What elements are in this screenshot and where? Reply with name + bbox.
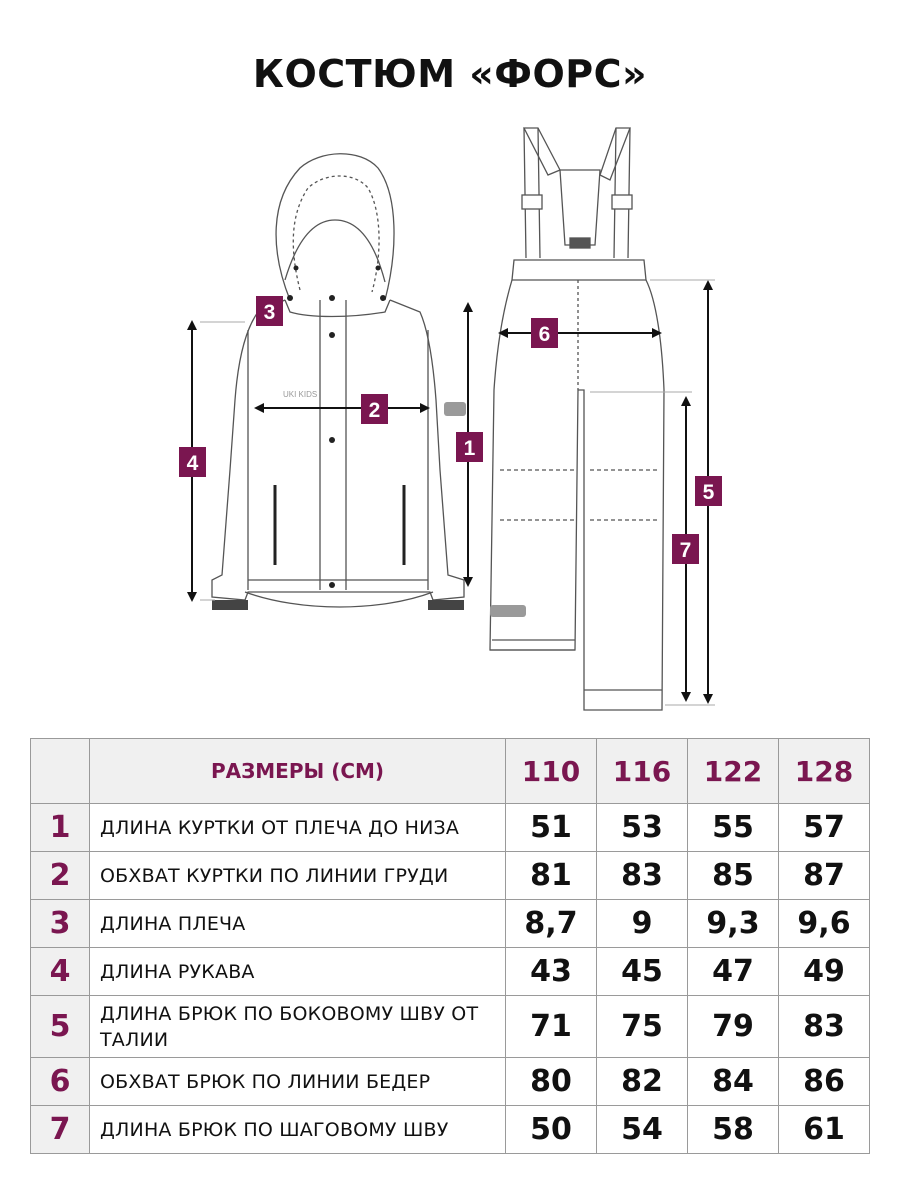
table-row (31, 996, 870, 1058)
svg-text:3: 3 (263, 301, 276, 324)
row-number: 1 (31, 804, 90, 852)
row-value: 49 (779, 948, 870, 996)
row-value: 55 (688, 804, 779, 852)
jacket-hood (276, 154, 394, 300)
row-value: 81 (506, 852, 597, 900)
row-value: 84 (688, 1058, 779, 1106)
row-number: 4 (31, 948, 90, 996)
svg-text:5: 5 (702, 481, 715, 504)
row-number: 6 (31, 1058, 90, 1106)
row-value: 9,6 (779, 900, 870, 948)
jacket-pockets (275, 485, 404, 565)
marker-3 (256, 296, 283, 326)
pants-drawing (490, 128, 664, 710)
row-number: 3 (31, 900, 90, 948)
row-number: 2 (31, 852, 90, 900)
header-num-cell (31, 739, 90, 804)
row-value: 83 (779, 996, 870, 1058)
svg-text:1: 1 (463, 437, 476, 460)
jacket-drawing (212, 154, 464, 610)
size-116: 116 (597, 739, 688, 804)
row-value: 86 (779, 1058, 870, 1106)
marker-1 (456, 432, 483, 462)
row-value: 51 (506, 804, 597, 852)
size-table-header (31, 739, 870, 804)
marker-5 (695, 476, 722, 506)
garment-illustration (0, 110, 900, 730)
measure-guides (200, 280, 715, 705)
row-value: 9,3 (688, 900, 779, 948)
row-value: 61 (779, 1106, 870, 1154)
size-122: 122 (688, 739, 779, 804)
row-value: 82 (597, 1058, 688, 1106)
size-128: 128 (779, 739, 870, 804)
row-value: 43 (506, 948, 597, 996)
svg-text:4: 4 (186, 452, 199, 475)
page-title: КОСТЮМ «ФОРС» (252, 52, 648, 96)
row-value: 45 (597, 948, 688, 996)
row-value: 71 (506, 996, 597, 1058)
marker-6 (531, 318, 558, 348)
row-value: 80 (506, 1058, 597, 1106)
row-value: 57 (779, 804, 870, 852)
table-row (31, 948, 870, 996)
pants-strap-left (524, 128, 560, 175)
measure-markers (179, 296, 722, 564)
row-label: ОБХВАТ КУРТКИ ПО ЛИНИИ ГРУДИ (90, 852, 506, 900)
row-value: 75 (597, 996, 688, 1058)
row-label: ДЛИНА ПЛЕЧА (90, 900, 506, 948)
row-label: ОБХВАТ БРЮК ПО ЛИНИИ БЕДЕР (90, 1058, 506, 1106)
row-number: 7 (31, 1106, 90, 1154)
marker-2 (361, 394, 388, 424)
row-value: 8,7 (506, 900, 597, 948)
row-value: 54 (597, 1106, 688, 1154)
header-label: РАЗМЕРЫ (СМ) (90, 739, 506, 804)
row-label: ДЛИНА КУРТКИ ОТ ПЛЕЧА ДО НИЗА (90, 804, 506, 852)
measure-lines (192, 282, 708, 702)
size-table (30, 738, 870, 1154)
marker-4 (179, 447, 206, 477)
marker-7 (672, 534, 699, 564)
jacket-body (212, 300, 464, 600)
row-label: ДЛИНА БРЮК ПО ШАГОВОМУ ШВУ (90, 1106, 506, 1154)
table-row (31, 1058, 870, 1106)
jacket-patch (444, 402, 466, 416)
size-110: 110 (506, 739, 597, 804)
row-value: 47 (688, 948, 779, 996)
row-value: 79 (688, 996, 779, 1058)
row-value: 87 (779, 852, 870, 900)
row-value: 50 (506, 1106, 597, 1154)
svg-text:7: 7 (679, 539, 692, 562)
table-row (31, 852, 870, 900)
table-row (31, 900, 870, 948)
row-number: 5 (31, 996, 90, 1058)
row-label: ДЛИНА БРЮК ПО БОКОВОМУ ШВУ ОТ ТАЛИИ (90, 996, 506, 1058)
svg-text:2: 2 (368, 399, 381, 422)
pants-patch (490, 605, 526, 617)
table-row (31, 804, 870, 852)
jacket-logo: UKI KIDS (283, 390, 318, 399)
row-value: 83 (597, 852, 688, 900)
table-row (31, 1106, 870, 1154)
row-value: 58 (688, 1106, 779, 1154)
row-value: 9 (597, 900, 688, 948)
row-value: 85 (688, 852, 779, 900)
svg-text:6: 6 (538, 323, 551, 346)
pants-legs (490, 280, 664, 710)
row-value: 53 (597, 804, 688, 852)
row-label: ДЛИНА РУКАВА (90, 948, 506, 996)
